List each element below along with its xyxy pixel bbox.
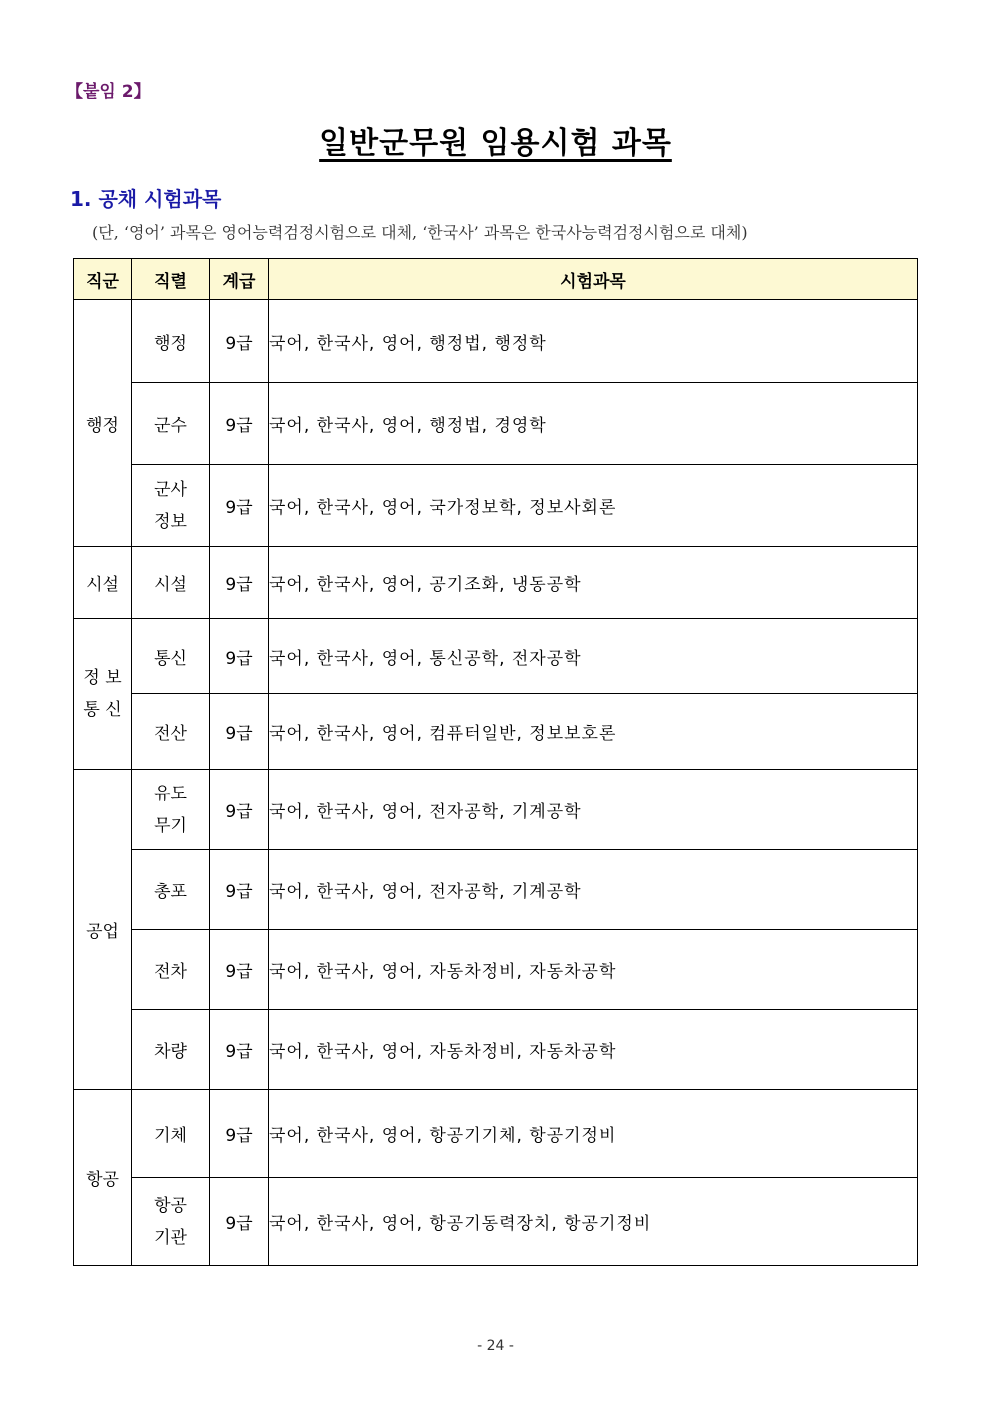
grade-cell: 9급 xyxy=(210,1178,269,1266)
subjects-cell: 국어, 한국사, 영어, 전자공학, 기계공학 xyxy=(269,770,918,850)
table-row xyxy=(74,1090,918,1178)
attachment-label: 【붙임 2】 xyxy=(66,82,151,102)
job-series-cell: 전차 xyxy=(132,930,210,1010)
header-job-series: 직렬 xyxy=(132,259,210,300)
subjects-cell: 국어, 한국사, 영어, 자동차정비, 자동차공학 xyxy=(269,1010,918,1090)
job-group-cell: 항공 xyxy=(74,1090,132,1266)
page-number: - 24 - xyxy=(477,1338,514,1354)
grade-cell: 9급 xyxy=(210,300,269,383)
grade-cell: 9급 xyxy=(210,1010,269,1090)
table-row xyxy=(74,770,918,850)
job-series-cell: 행정 xyxy=(132,300,210,383)
grade-cell: 9급 xyxy=(210,1090,269,1178)
table-row xyxy=(74,1010,918,1090)
grade-cell: 9급 xyxy=(210,930,269,1010)
subjects-cell: 국어, 한국사, 영어, 국가정보학, 정보사회론 xyxy=(269,465,918,547)
table-row xyxy=(74,619,918,694)
subjects-cell: 국어, 한국사, 영어, 행정법, 경영학 xyxy=(269,383,918,465)
table-row xyxy=(74,465,918,547)
table-row xyxy=(74,300,918,383)
subjects-cell: 국어, 한국사, 영어, 항공기기체, 항공기정비 xyxy=(269,1090,918,1178)
subjects-cell: 국어, 한국사, 영어, 자동차정비, 자동차공학 xyxy=(269,930,918,1010)
job-group-cell: 공업 xyxy=(74,770,132,1090)
section-note: (단, ‘영어’ 과목은 영어능력검정시험으로 대체, ‘한국사’ 과목은 한국사능력검정시험으로 대체) xyxy=(92,223,748,242)
section-heading: 1. 공채 시험과목 xyxy=(70,187,222,211)
table-row xyxy=(74,383,918,465)
job-series-cell: 항공 기관 xyxy=(132,1178,210,1266)
job-group-cell: 행정 xyxy=(74,300,132,547)
job-series-cell: 군수 xyxy=(132,383,210,465)
job-group-cell: 정 보 통 신 xyxy=(74,619,132,770)
grade-cell: 9급 xyxy=(210,694,269,770)
job-series-cell: 통신 xyxy=(132,619,210,694)
job-series-cell: 총포 xyxy=(132,850,210,930)
table-row xyxy=(74,930,918,1010)
subjects-cell: 국어, 한국사, 영어, 컴퓨터일반, 정보보호론 xyxy=(269,694,918,770)
grade-cell: 9급 xyxy=(210,547,269,619)
job-group-cell: 시설 xyxy=(74,547,132,619)
subjects-cell: 국어, 한국사, 영어, 항공기동력장치, 항공기정비 xyxy=(269,1178,918,1266)
table-row xyxy=(74,850,918,930)
grade-cell: 9급 xyxy=(210,850,269,930)
subjects-cell: 국어, 한국사, 영어, 공기조화, 냉동공학 xyxy=(269,547,918,619)
job-series-cell: 군사 정보 xyxy=(132,465,210,547)
grade-cell: 9급 xyxy=(210,383,269,465)
job-series-cell: 유도 무기 xyxy=(132,770,210,850)
table-row xyxy=(74,547,918,619)
job-series-cell: 전산 xyxy=(132,694,210,770)
table-row xyxy=(74,1178,918,1266)
table-row xyxy=(74,694,918,770)
subjects-cell: 국어, 한국사, 영어, 행정법, 행정학 xyxy=(269,300,918,383)
subjects-cell: 국어, 한국사, 영어, 전자공학, 기계공학 xyxy=(269,850,918,930)
job-series-cell: 기체 xyxy=(132,1090,210,1178)
header-job-group: 직군 xyxy=(74,259,132,300)
exam-subjects-table xyxy=(73,258,918,1266)
document-title: 일반군무원 임용시험 과목 xyxy=(319,126,672,161)
job-series-cell: 시설 xyxy=(132,547,210,619)
header-exam-subjects: 시험과목 xyxy=(269,259,918,300)
grade-cell: 9급 xyxy=(210,619,269,694)
subjects-cell: 국어, 한국사, 영어, 통신공학, 전자공학 xyxy=(269,619,918,694)
grade-cell: 9급 xyxy=(210,465,269,547)
header-grade: 계급 xyxy=(210,259,269,300)
grade-cell: 9급 xyxy=(210,770,269,850)
job-series-cell: 차량 xyxy=(132,1010,210,1090)
table-header-row xyxy=(74,259,918,300)
